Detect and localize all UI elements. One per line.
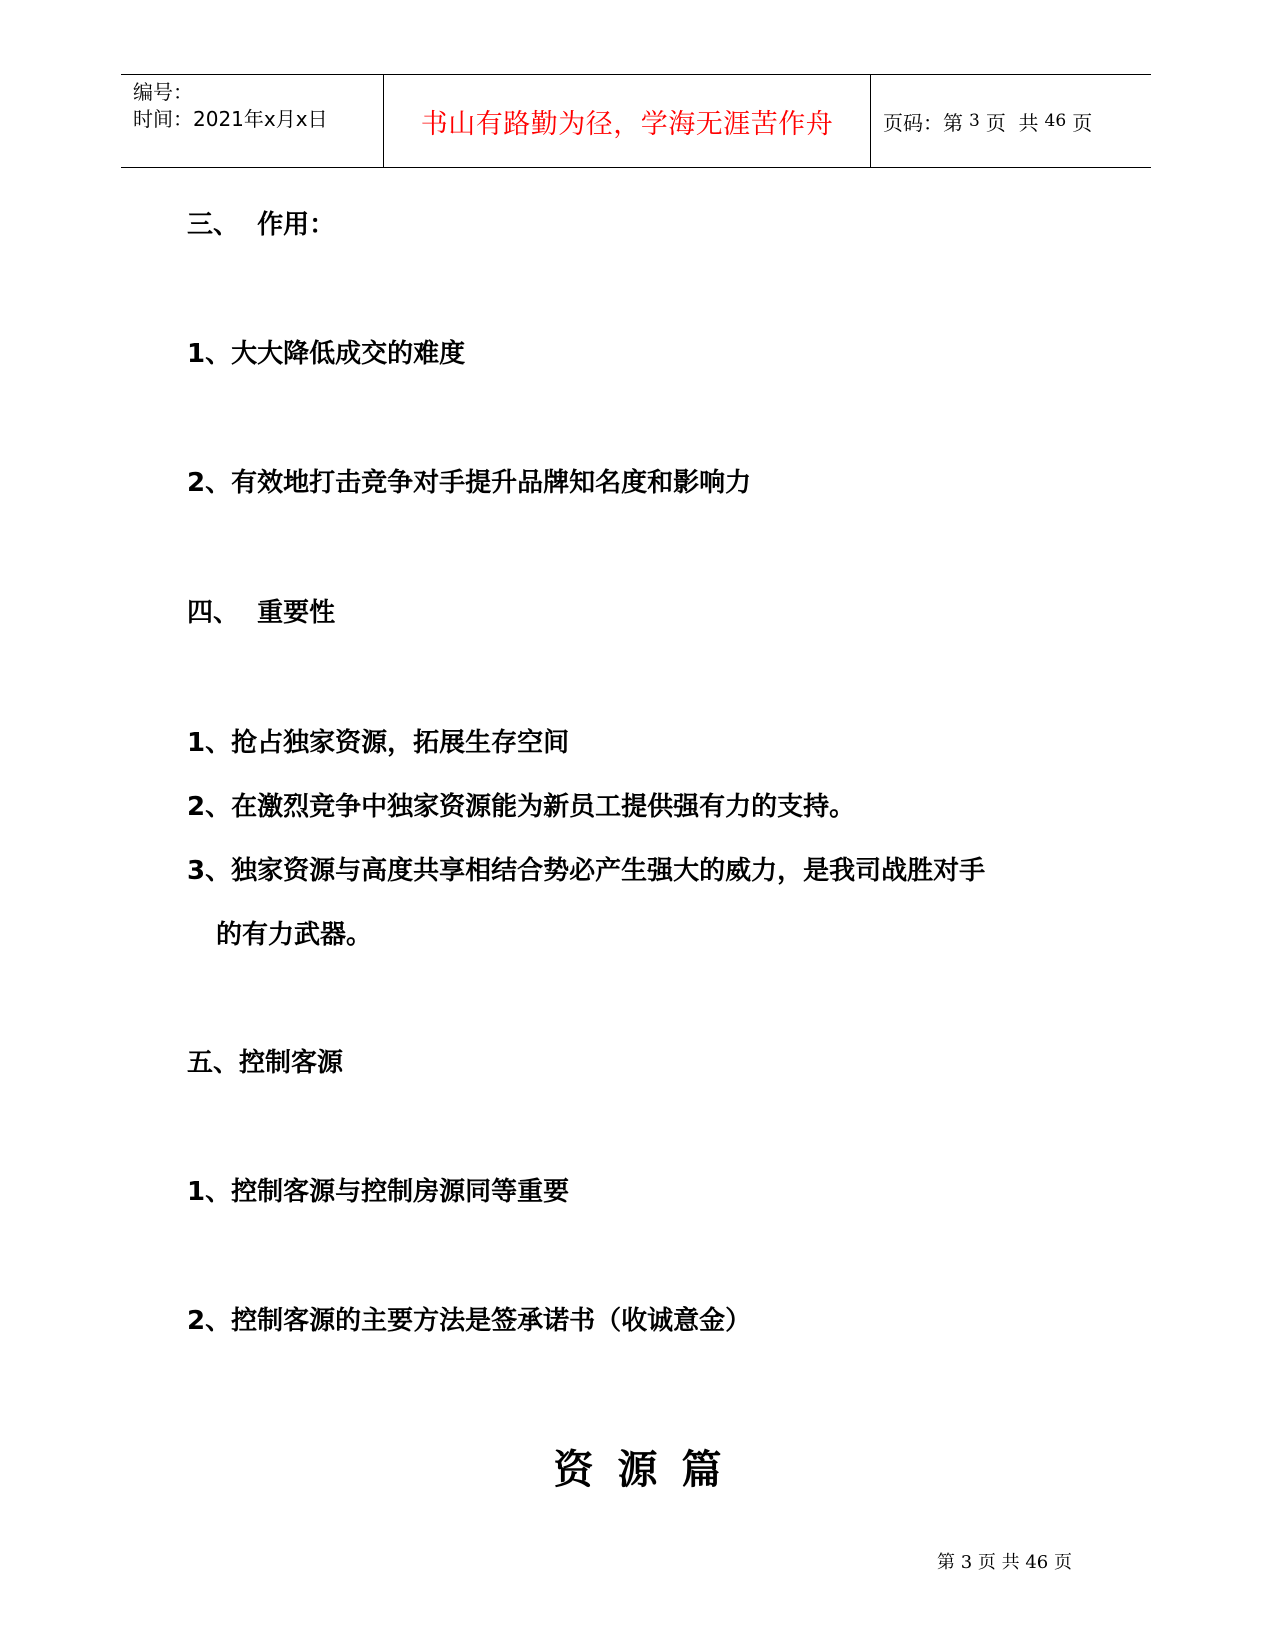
list-item-continuation: 的有力武器。: [216, 920, 373, 950]
document-number-label: 编号：: [133, 80, 193, 104]
section-heading-importance: 四、 重要性: [187, 598, 336, 628]
header-meta: [121, 75, 384, 167]
page-suffix: 页: [1072, 110, 1093, 135]
page-footer: 第 3 页 共 46 页: [937, 1552, 1072, 1573]
list-item: 1、抢占独家资源，拓展生存空间: [187, 728, 570, 758]
header-motto-cell: [384, 75, 871, 167]
page-total: 46: [1044, 111, 1067, 131]
list-item: 1、控制客源与控制房源同等重要: [187, 1177, 570, 1207]
page-mid: 页 共: [985, 110, 1039, 135]
section-heading-client-control: 五、控制客源: [187, 1048, 344, 1078]
header-motto: 书山有路勤为径，学海无涯苦作舟: [420, 108, 834, 140]
list-item: 2、控制客源的主要方法是签承诺书（收诚意金）: [187, 1306, 752, 1336]
header-page-number: [871, 75, 1151, 167]
chapter-title: 资源篇: [553, 1447, 746, 1493]
page-current: 3: [969, 111, 980, 131]
list-item: 1、大大降低成交的难度: [187, 339, 466, 369]
section-heading-function: 三、 作用：: [187, 210, 336, 240]
page-prefix: 页码：第: [883, 110, 963, 135]
list-item: 2、有效地打击竞争对手提升品牌知名度和影响力: [187, 468, 752, 498]
list-item: 3、独家资源与高度共享相结合势必产生强大的威力，是我司战胜对手: [187, 856, 986, 886]
document-time: 时间：2021年x月x日: [133, 107, 328, 131]
list-item: 2、在激烈竞争中独家资源能为新员工提供强有力的支持。: [187, 792, 856, 822]
page-header: [121, 74, 1151, 168]
